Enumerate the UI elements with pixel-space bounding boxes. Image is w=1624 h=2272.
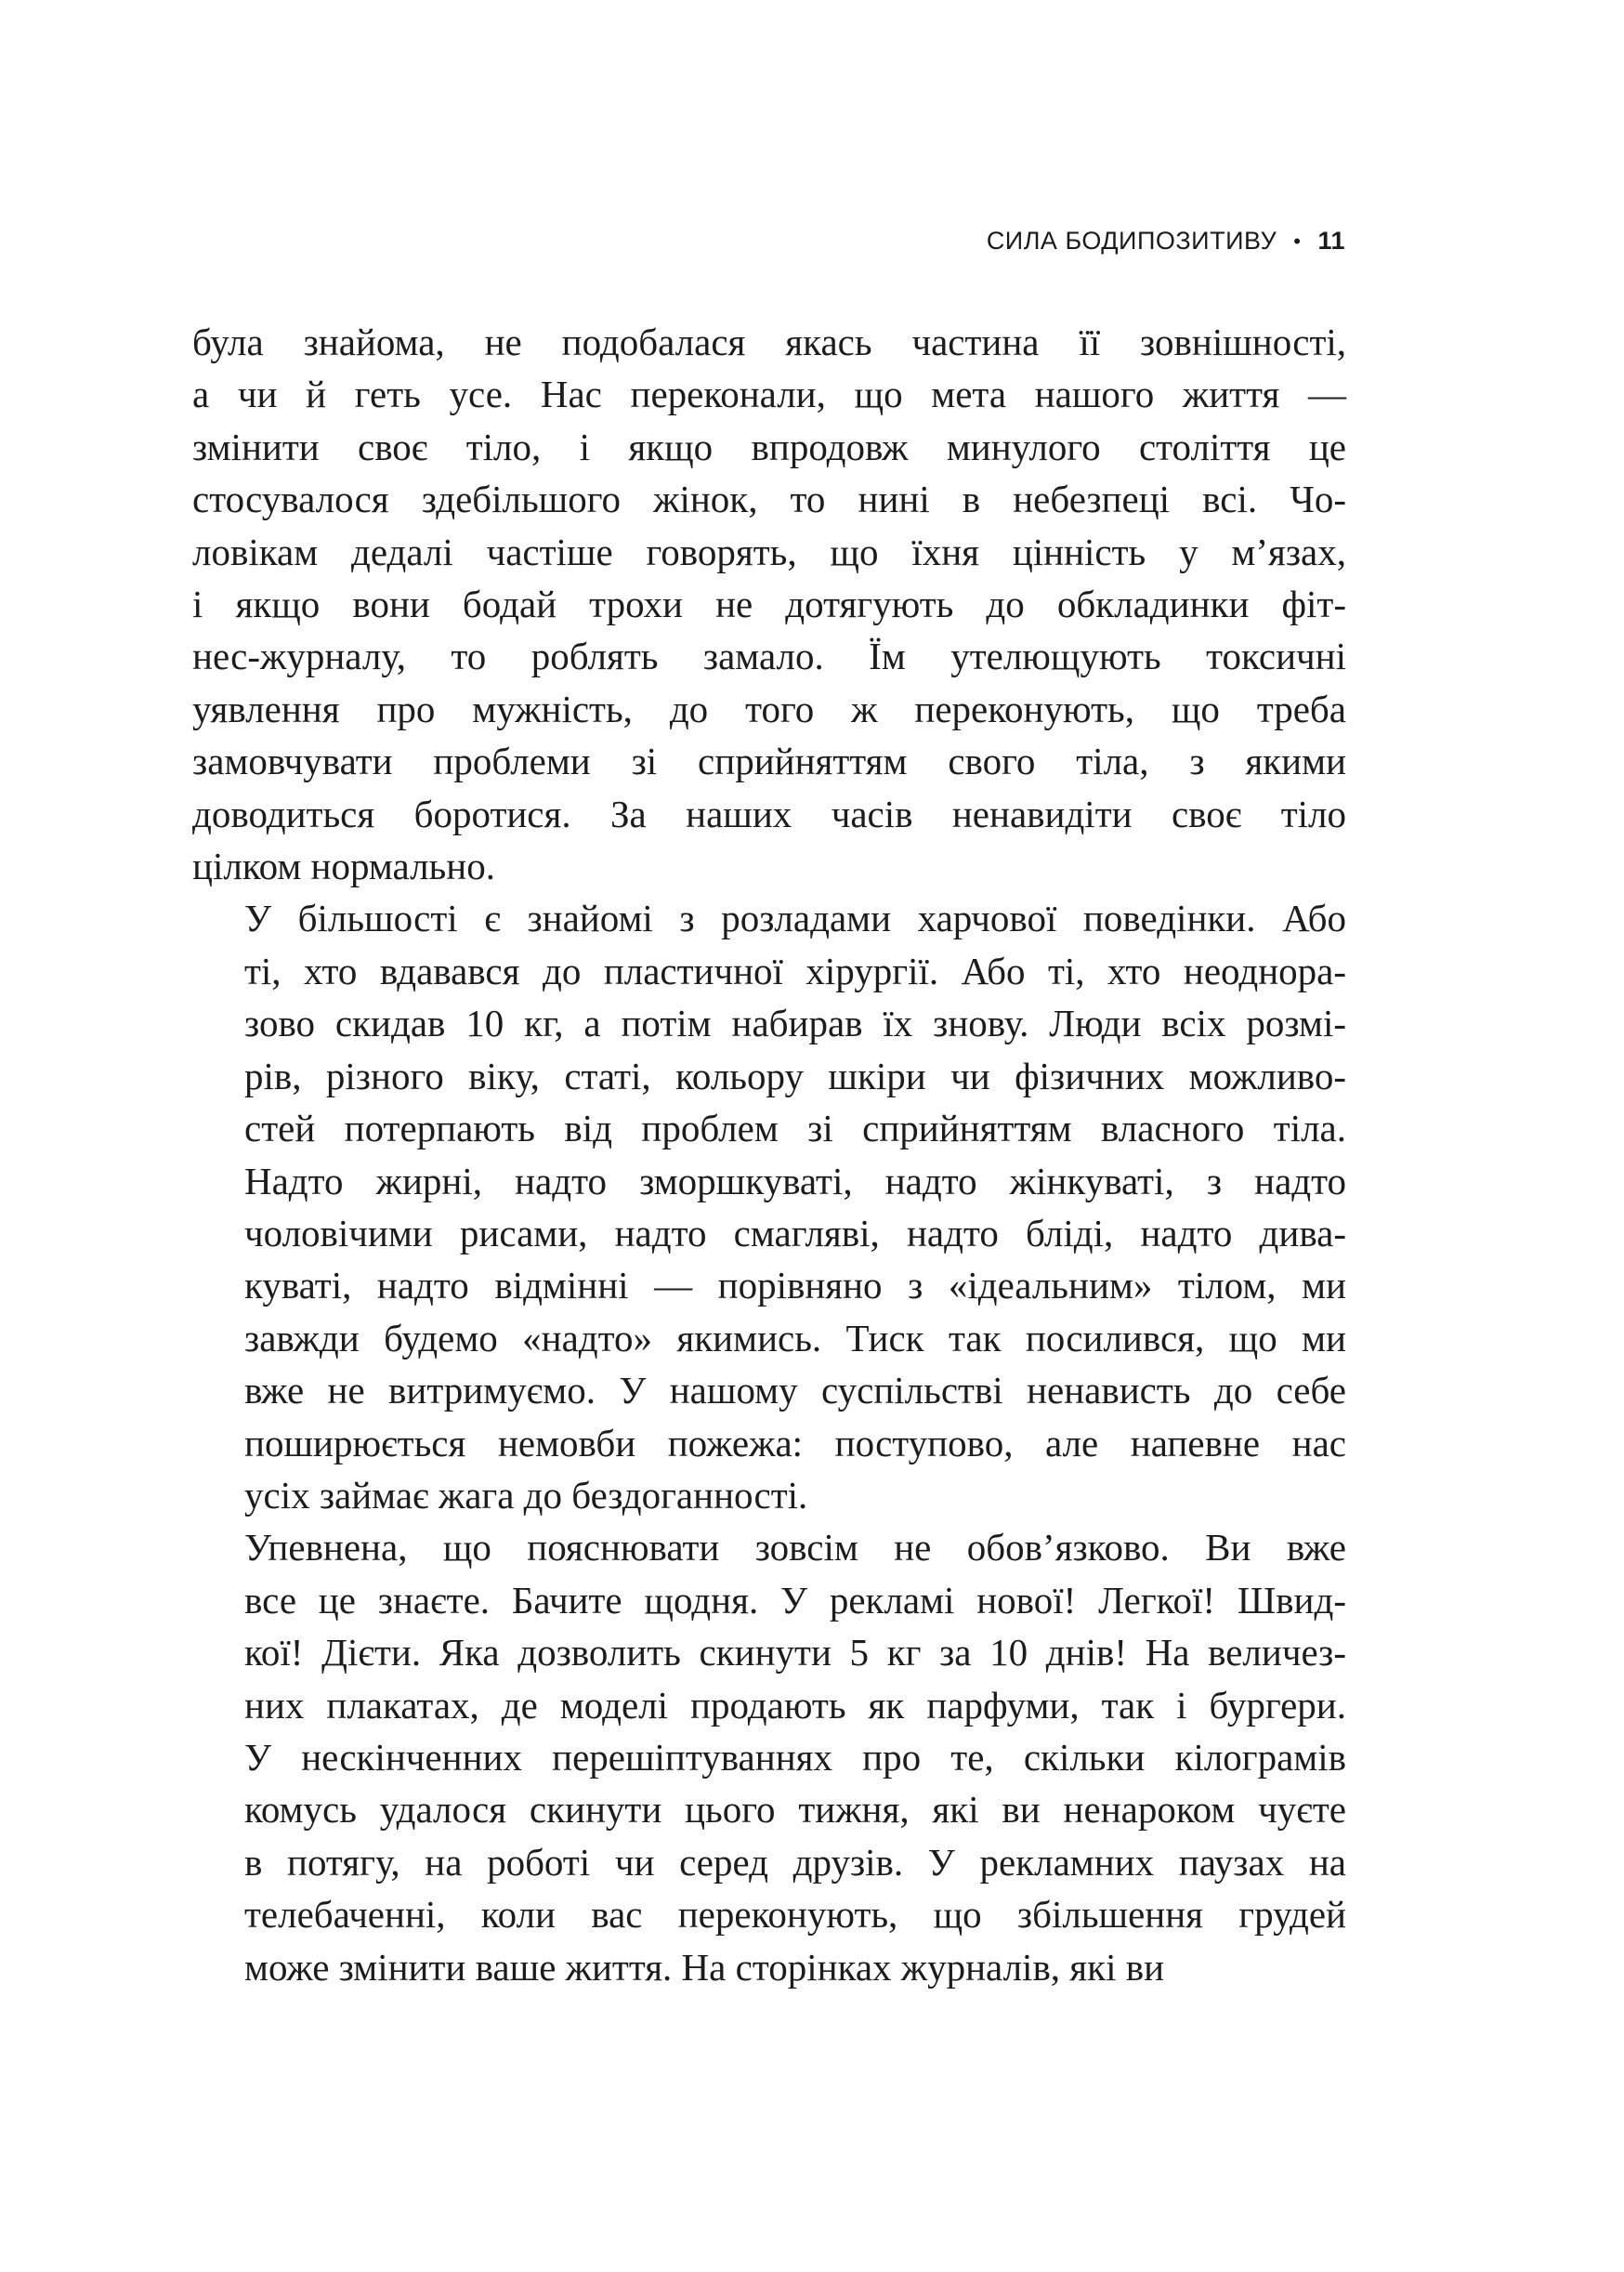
- text-line: зово скидав 10 кг, а потім набирав їх знову. Люди всіх розмі-: [244, 1002, 1346, 1045]
- text-line: рів, різного віку, статі, кольору шкіри чи фізичних можливо-: [244, 1054, 1346, 1097]
- text-line: в потягу, на роботі чи серед друзів. У рекламних паузах на: [244, 1840, 1346, 1884]
- text-line: комусь удалося скинути цього тижня, які ви ненароком чуєте: [244, 1788, 1346, 1832]
- text-line: уявлення про мужність, до того ж переконують, що треба: [192, 687, 1346, 730]
- running-header: [987, 227, 1345, 256]
- text-line: Надто жирні, надто зморшкуваті, надто жінкуваті, з надто: [244, 1159, 1346, 1202]
- text-line: У більшості є знайомі з розладами харчової поведінки. Або: [244, 897, 1346, 940]
- running-header-title: СИЛА БОДИПОЗИТИВУ: [986, 227, 1277, 255]
- text-line: поширюється немовби пожежа: поступово, але напевне нас: [244, 1421, 1346, 1464]
- text-line: була знайома, не подобалася якась частина її зовнішності,: [192, 321, 1346, 363]
- text-line: змінити своє тіло, і якщо впродовж минулого століття це: [192, 425, 1346, 468]
- text-line: замовчувати проблеми зі сприйняттям свого тіла, з якими: [192, 740, 1346, 783]
- text-line: них плакатах, де моделі продають як парфуми, так і бургери.: [244, 1683, 1346, 1727]
- text-line: завжди будемо «надто» якимись. Тиск так посилився, що ми: [244, 1316, 1346, 1359]
- text-line: може змінити ваше життя. На сторінках журналів, які ви: [244, 1945, 1165, 1989]
- text-line: а чи й геть усе. Нас переконали, що мета нашого життя —: [192, 373, 1346, 416]
- text-line: куваті, надто відмінні — порівняно з «ідеальним» тілом, ми: [244, 1264, 1346, 1307]
- text-line: доводиться боротися. За наших часів ненавидіти своє тіло: [192, 792, 1346, 835]
- text-line: нес-журналу, то роблять замало. Їм утелющують токсичні: [192, 635, 1346, 678]
- text-line: У нескінченних перешіптуваннях про те, скільки кілограмів: [244, 1735, 1346, 1779]
- paragraph: [192, 316, 1346, 892]
- text-line: чоловічими рисами, надто смагляві, надто бліді, надто дива-: [244, 1211, 1346, 1254]
- body-text: [192, 316, 1346, 1993]
- text-line: все це знаєте. Бачите щодня. У рекламі нової! Легкої! Швид-: [244, 1578, 1346, 1622]
- text-line: кої! Дієти. Яка дозволить скинути 5 кг за 10 днів! На величез-: [244, 1631, 1346, 1674]
- page-number: 11: [1317, 227, 1345, 255]
- text-line: Упевнена, що пояснювати зовсім не обов’язково. Ви вже: [244, 1526, 1346, 1569]
- text-line: стей потерпають від проблем зі сприйняттям власного тіла.: [244, 1107, 1346, 1150]
- text-line: цілком нормально.: [192, 845, 495, 888]
- text-line: вже не витримуємо. У нашому суспільстві ненависть до себе: [244, 1369, 1346, 1412]
- text-line: ті, хто вдавався до пластичної хірургії. Або ті, хто неоднора-: [244, 949, 1346, 992]
- text-line: стосувалося здебільшого жінок, то нині в небезпеці всі. Чо-: [192, 478, 1346, 521]
- text-line: телебаченні, коли вас переконують, що збільшення грудей: [244, 1893, 1346, 1937]
- text-line: усіх займає жага до бездоганності.: [244, 1473, 808, 1517]
- text-line: ловікам дедалі частіше говорять, що їхня цінність у м’язах,: [192, 530, 1346, 573]
- paragraph: [192, 892, 1346, 1521]
- paragraph: [192, 1521, 1346, 1993]
- text-line: і якщо вони бодай трохи не дотягують до обкладинки фіт-: [192, 583, 1346, 626]
- bullet-separator: •: [1293, 229, 1302, 253]
